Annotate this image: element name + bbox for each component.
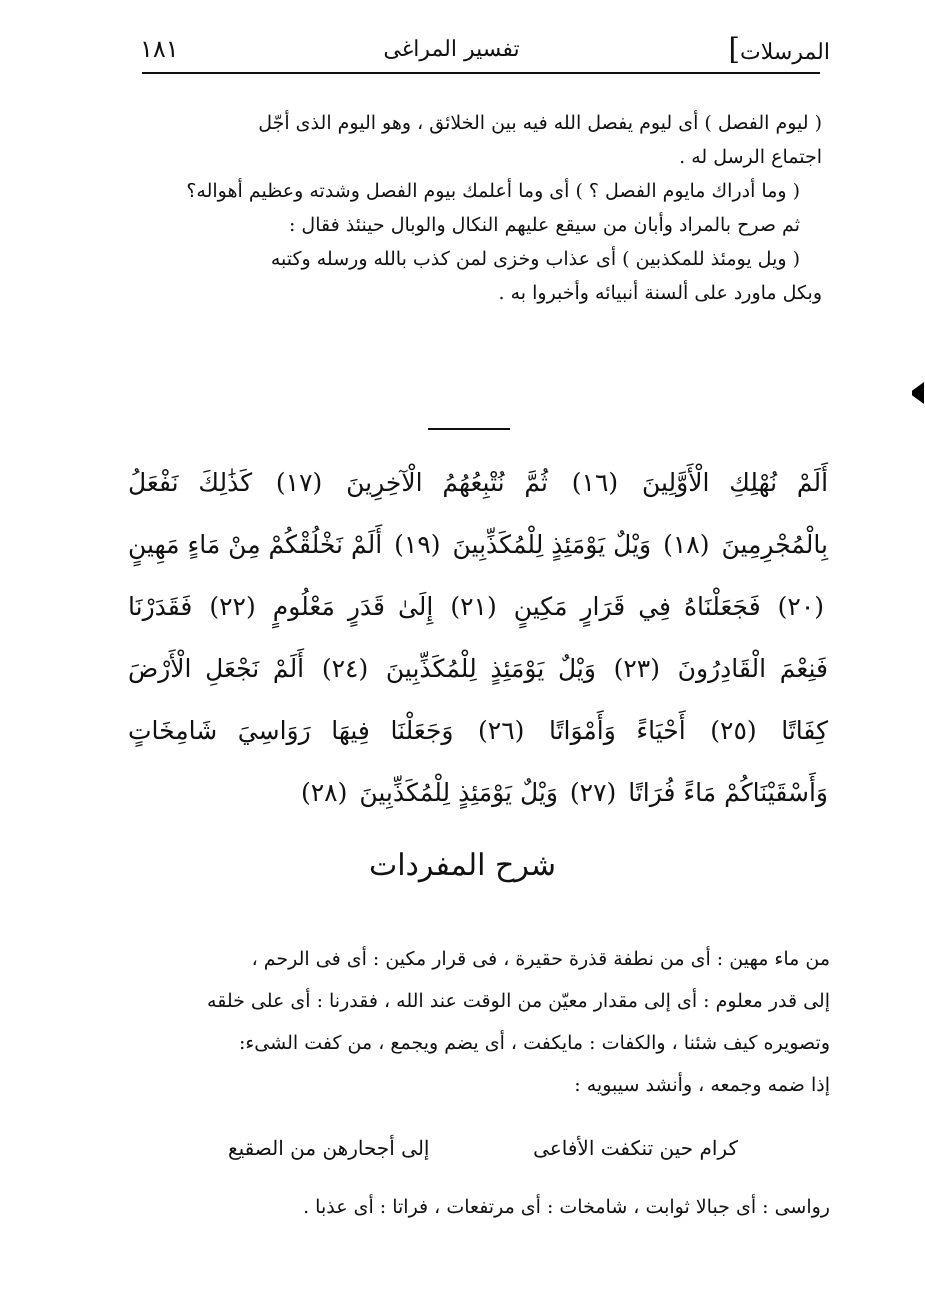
header-bracket: ] — [728, 31, 741, 67]
verse-number: (٢٢) — [209, 592, 256, 621]
verse-number: (١٩) — [394, 530, 441, 559]
vocab-line: وتصويره كيف شئنا ، والكفات : مايكفت ، أى يضم ويجمع ، من كفت الشىء: — [238, 1032, 830, 1054]
vocab-line: إلى قدر معلوم : أى إلى مقدار معيّن من الوقت عند الله ، فقدرنا : أى على خلقه — [207, 990, 830, 1012]
verse-text: فَجَعَلْنَاهُ فِي قَرَارٍ مَكِينٍ — [513, 592, 761, 621]
verse-number: (١٨) — [663, 530, 710, 559]
commentary-block — [132, 106, 822, 310]
vocabulary-block — [125, 938, 830, 1106]
verse-number: (٢٦) — [478, 716, 525, 745]
poem-first-hemistich: كرام حين تنكفت الأفاعى — [533, 1136, 738, 1160]
verse-number: (٢٨) — [300, 778, 348, 807]
verse-text: كَذَٰلِكَ نَفْعَلُ بِالْمُجْرِمِينَ — [128, 468, 828, 559]
poem-second-hemistich: إلى أجحارهن من الصقيع — [228, 1136, 430, 1160]
verse-number: (١٧) — [275, 468, 323, 497]
header-rule — [142, 72, 820, 74]
book-title: تفسير المراغى — [383, 36, 520, 62]
verse-number: (٢٧) — [569, 778, 617, 807]
scan-margin-mark — [912, 382, 924, 404]
verse-number: (١٦) — [571, 468, 619, 497]
verse-text: أَلَمْ نَخْلُقْكُمْ مِنْ مَاءٍ مَهِينٍ — [128, 530, 383, 559]
quran-verses — [128, 452, 828, 824]
section-heading: شرح المفردات — [368, 848, 557, 883]
verse-text: وَجَعَلْنَا فِيهَا رَوَاسِيَ شَامِخَاتٍ وَأَسْقَيْنَاكُمْ مَاءً فُرَاتًا — [128, 716, 828, 807]
section-divider — [428, 428, 510, 430]
commentary-line: اجتماع الرسل له . — [679, 146, 822, 168]
commentary-line: ( وما أدراك مايوم الفصل ؟ ) أى وما أعلمك بيوم الفصل وشدته وعظيم أهواله؟ — [186, 180, 800, 202]
page-header — [140, 28, 830, 70]
vocab-line: إذا ضمه وجمعه ، وأنشد سيبويه : — [574, 1074, 830, 1096]
commentary-line: وبكل ماورد على ألسنة أنبيائه وأخبروا به . — [498, 282, 822, 304]
page-number: ١٨١ — [140, 35, 179, 63]
commentary-line: ( ليوم الفصل ) أى ليوم يفصل الله فيه بين الخلائق ، وهو اليوم الذى أجّل — [258, 112, 822, 134]
commentary-line: ( ويل يومئذ للمكذبين ) أى عذاب وخزى لمن كذب بالله ورسله وكتبه — [270, 248, 800, 270]
surah-name — [724, 32, 830, 67]
verse-text: فَقَدَرْنَا فَنِعْمَ الْقَادِرُونَ — [128, 592, 828, 683]
commentary-line: ثم صرح بالمراد وأبان من سيقع عليهم النكال والوبال حينئذ فقال : — [288, 214, 800, 236]
vocab-line: من ماء مهين : أى من نطفة قذرة حقيرة ، فى قرار مكين : أى فى الرحم ، — [251, 948, 830, 970]
verse-number: (٢٤) — [321, 654, 369, 683]
verse-text: وَيْلٌ يَوْمَئِذٍ لِلْمُكَذِّبِينَ — [385, 654, 596, 683]
verse-text: وَيْلٌ يَوْمَئِذٍ لِلْمُكَذِّبِينَ — [359, 778, 558, 807]
verse-text: أَلَمْ نُهْلِكِ الْأَوَّلِينَ — [641, 468, 829, 497]
verse-number: (٢١) — [450, 592, 497, 621]
verse-text: أَلَمْ نَجْعَلِ الْأَرْضَ كِفَاتًا — [128, 654, 828, 745]
verse-text: أَحْيَاءً وَأَمْوَاتًا — [548, 716, 686, 745]
verse-text: ثُمَّ نُتْبِعُهُمُ الْآخِرِينَ — [346, 468, 548, 497]
verse-number: (٢٣) — [613, 654, 660, 683]
verse-text: وَيْلٌ يَوْمَئِذٍ لِلْمُكَذِّبِينَ — [452, 530, 652, 559]
verse-number: (٢٠) — [777, 592, 825, 621]
verse-number: (٢٥) — [710, 716, 757, 745]
poem-verse — [228, 1136, 738, 1160]
verse-text: إِلَىٰ قَدَرٍ مَعْلُومٍ — [272, 592, 434, 621]
header-surah-text: المرسلات — [740, 39, 830, 65]
vocab-line: رواسى : أى جبالا ثوابت ، شامخات : أى مرتفعات ، فراتا : أى عذبا . — [303, 1196, 830, 1218]
